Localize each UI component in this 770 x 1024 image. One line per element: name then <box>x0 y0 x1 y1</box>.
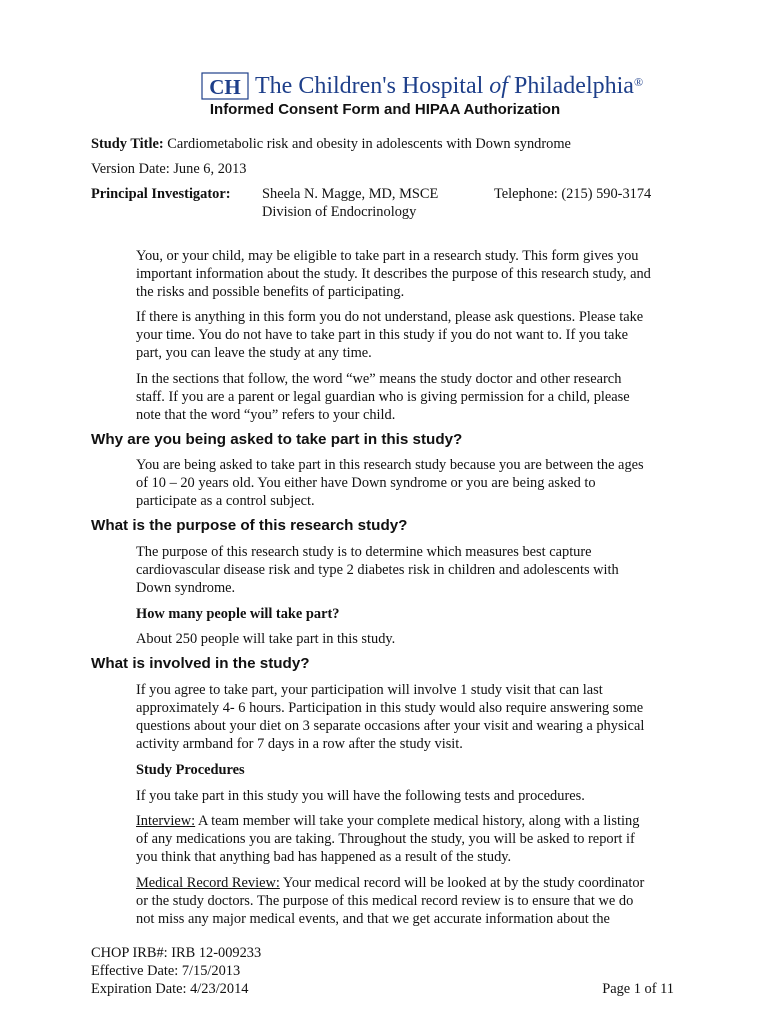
form-title: Informed Consent Form and HIPAA Authorization <box>209 101 561 118</box>
subheading-study-procedures: Study Procedures <box>136 762 245 778</box>
svg-text:CH: CH <box>209 75 241 99</box>
study-title <box>91 135 571 153</box>
footer-irb-number: CHOP IRB#: IRB 12-009233 <box>91 945 262 961</box>
section-involved-text: If you agree to take part, your participation will involve 1 study visit that can last approximately 4- 6 hours. Participation in this study would also require answering some questions about your diet on 3 separate occasions after your visit and wearing a physical activity armband for 7 days in a row after the study visit. <box>136 682 645 752</box>
intro-paragraph-2: If there is anything in this form you do not understand, please ask questions. Please take your time. You do not have to take part in this study if you do not want to. If you take part, you can leave the study at any time. <box>136 309 644 361</box>
intro-paragraph-3: In the sections that follow, the word “we” means the study doctor and other research staff. If you are a parent or legal guardian who is giving permission for a child, please note that the word “you” refers to your child. <box>136 371 630 423</box>
interview-paragraph: Interview: A team member will take your complete medical history, along with a listing of any medications you are taking. Throughout the study, you will be asked to report if you think that anything bad has happened as a result of the study. <box>136 813 640 865</box>
page-number: Page 1 of 11 <box>602 981 674 997</box>
chop-logo-icon <box>201 72 249 100</box>
section-heading-involved: What is involved in the study? <box>91 655 310 672</box>
hospital-name: The Children's Hospital of Philadelphia® <box>255 73 644 99</box>
medical-record-paragraph: Medical Record Review: Your medical record will be looked at by the study coordinator or the study doctors. The purpose of this medical record review is to ensure that we do not miss any major medical events, and that we get accurate information about the <box>136 875 645 927</box>
pi-division: Division of Endocrinology <box>262 204 417 220</box>
pi-phone: Telephone: (215) 590-3174 <box>494 186 652 202</box>
section-purpose-text: The purpose of this research study is to determine which measures best capture cardiovascular disease risk and type 2 diabetes risk in children and adolescents with Down syndrome. <box>136 544 619 596</box>
interview-label: Interview: <box>136 813 196 829</box>
section-why-text: You are being asked to take part in this research study because you are between the ages of 10 – 20 years old. You either have Down syndrome or you are being asked to participate as a control subject. <box>136 457 644 509</box>
hospital-logo <box>201 70 643 102</box>
footer-effective-date: Effective Date: 7/15/2013 <box>91 963 241 979</box>
medical-record-label: Medical Record Review: <box>136 875 280 891</box>
study-title-label: Study Title: <box>91 136 164 152</box>
study-title-value: Cardiometabolic risk and obesity in adolescents with Down syndrome <box>167 136 571 152</box>
procedures-intro: If you take part in this study you will have the following tests and procedures. <box>136 788 585 804</box>
footer-expiration-date: Expiration Date: 4/23/2014 <box>91 981 249 997</box>
section-heading-why: Why are you being asked to take part in this study? <box>91 431 463 448</box>
pi-label: Principal Investigator: <box>91 186 231 202</box>
pi-name: Sheela N. Magge, MD, MSCE <box>262 186 439 202</box>
version-date: Version Date: June 6, 2013 <box>91 161 247 177</box>
section-heading-purpose: What is the purpose of this research study? <box>91 517 408 534</box>
people-count-text: About 250 people will take part in this study. <box>136 631 396 647</box>
intro-paragraph-1: You, or your child, may be eligible to take part in a research study. This form gives you important information about the study. It describes the purpose of this research study, and the risks and possible benefits of participating. <box>136 248 651 300</box>
subheading-how-many: How many people will take part? <box>136 606 340 622</box>
